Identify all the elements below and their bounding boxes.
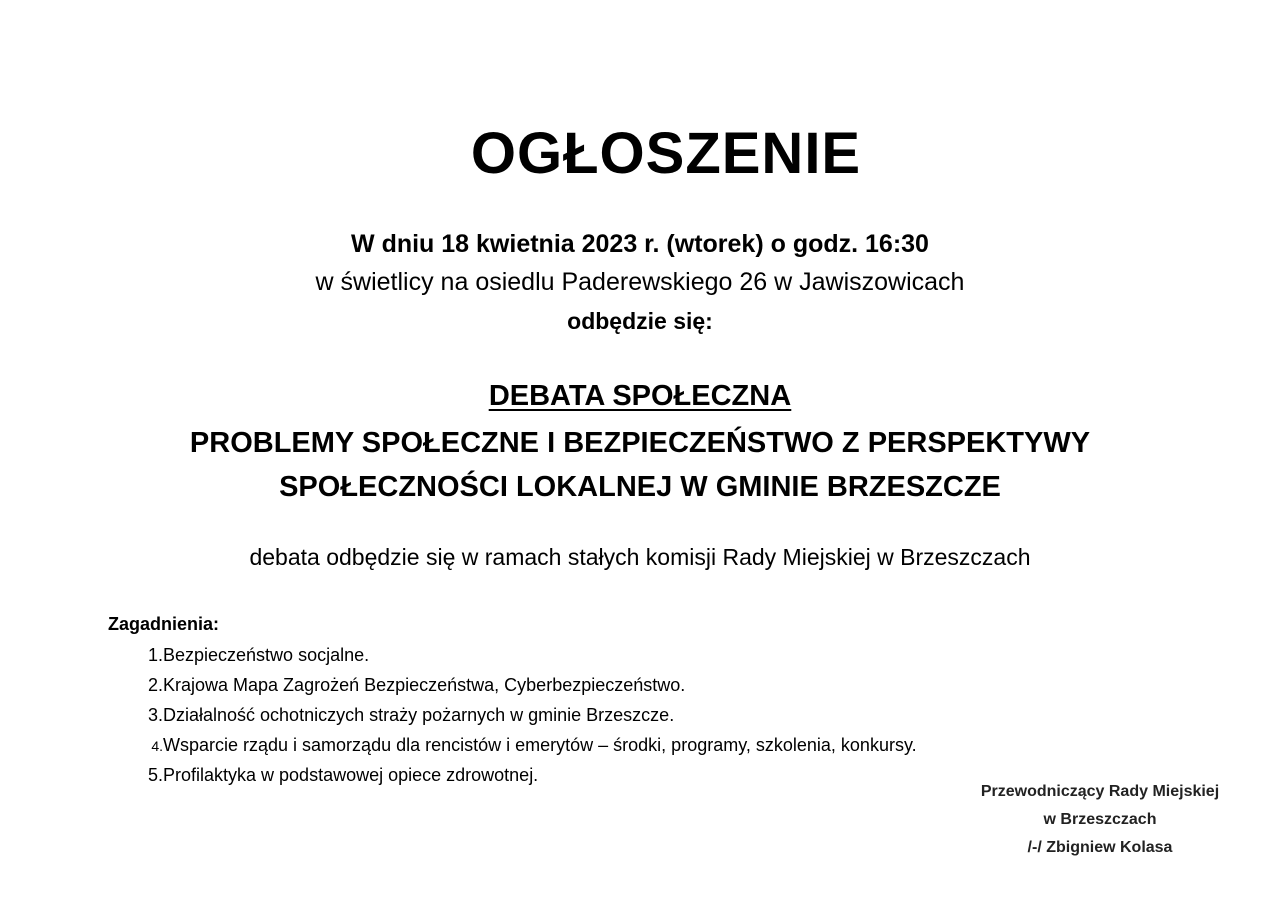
topic-text: Profilaktyka w podstawowej opiece zdrowotnej. <box>163 765 539 785</box>
topics-label: Zagadnienia: <box>108 614 220 634</box>
topic-text: Działalność ochotniczych straży pożarnych w gminie Brzeszcze. <box>163 705 675 725</box>
debate-note: debata odbędzie się w ramach stałych komisji Rady Miejskiej w Brzeszczach <box>249 544 1031 570</box>
topic-number: 5. <box>147 765 163 785</box>
topics-list <box>108 640 917 790</box>
debate-title-text: DEBATA SPOŁECZNA <box>488 380 792 412</box>
topic-number: 2. <box>147 675 163 695</box>
topic-number: 1. <box>147 645 163 665</box>
signature-block <box>920 778 1280 862</box>
signature-line2: w Brzeszczach <box>1043 811 1157 828</box>
event-will-take-place: odbędzie się: <box>567 308 713 334</box>
list-item <box>108 730 917 760</box>
debate-subtitle-line2: SPOŁECZNOŚCI LOKALNEJ W GMINIE BRZESZCZE <box>279 471 1001 503</box>
list-item <box>108 700 675 730</box>
event-date-line: W dniu 18 kwietnia 2023 r. (wtorek) o godz. 16:30 <box>351 230 929 258</box>
topic-text: Krajowa Mapa Zagrożeń Bezpieczeństwa, Cyberbezpieczeństwo. <box>163 675 686 695</box>
list-item <box>108 640 370 670</box>
event-place-line: w świetlicy na osiedlu Paderewskiego 26 w Jawiszowicach <box>315 268 965 296</box>
signature-line1: Przewodniczący Rady Miejskiej <box>980 783 1220 800</box>
debate-title <box>0 376 1280 416</box>
signature-line3: /-/ Zbigniew Kolasa <box>1027 839 1173 856</box>
list-item <box>108 670 686 700</box>
topic-number: 4. <box>151 738 163 754</box>
debate-subtitle <box>0 421 1280 509</box>
announcement-title: OGŁOSZENIE <box>470 121 862 186</box>
debate-subtitle-line1: PROBLEMY SPOŁECZNE I BEZPIECZEŃSTWO Z PERSPEKTYWY <box>189 427 1091 459</box>
topic-number: 3. <box>147 705 163 725</box>
topic-text: Bezpieczeństwo socjalne. <box>163 645 370 665</box>
list-item <box>108 760 539 790</box>
topic-text: Wsparcie rządu i samorządu dla rencistów i emerytów – środki, programy, szkolenia, konkursy. <box>163 735 917 755</box>
announcement-title-wrap <box>0 118 1280 190</box>
